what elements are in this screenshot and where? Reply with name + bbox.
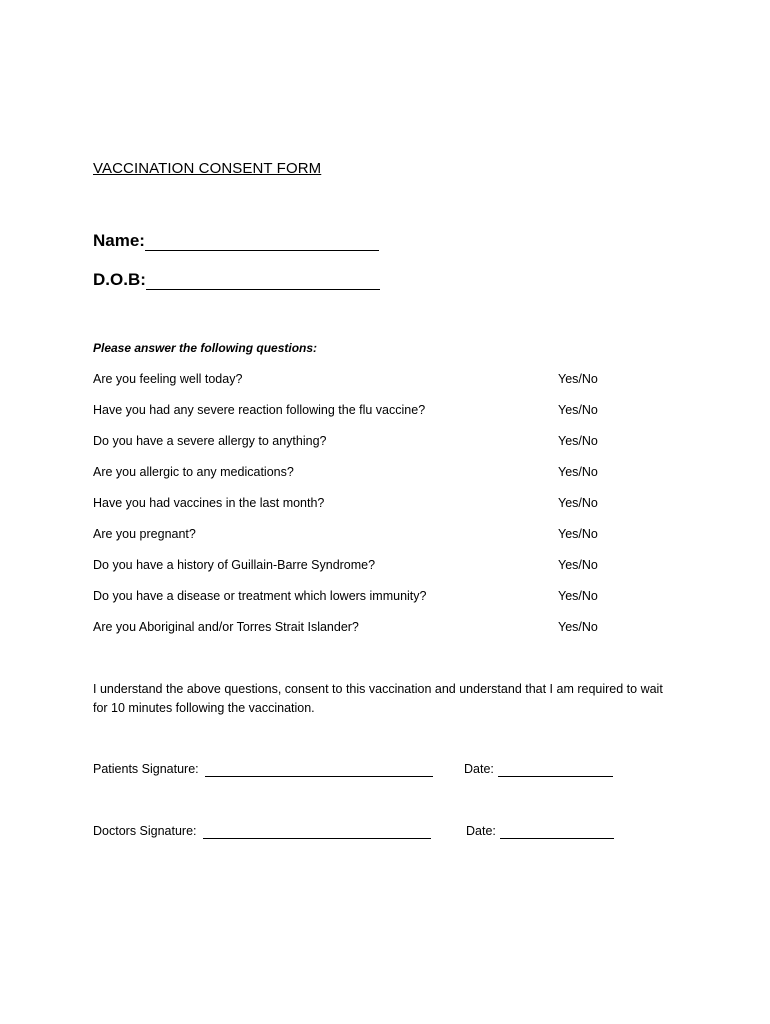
patient-signature-line xyxy=(205,776,433,777)
question-answer: Yes/No xyxy=(558,496,598,510)
question-answer: Yes/No xyxy=(558,589,598,603)
question-row xyxy=(93,620,613,634)
patient-date-line xyxy=(498,776,613,777)
patient-signature-label: Patients Signature: xyxy=(93,762,199,776)
name-label: Name: xyxy=(93,231,145,250)
patient-date-label: Date: xyxy=(464,762,494,776)
question-row xyxy=(93,465,613,479)
question-text: Are you allergic to any medications? xyxy=(93,465,294,479)
question-row xyxy=(93,558,613,572)
doctor-signature-label: Doctors Signature: xyxy=(93,824,197,838)
doctor-date-line xyxy=(500,838,614,839)
question-row xyxy=(93,496,613,510)
question-answer: Yes/No xyxy=(558,372,598,386)
question-text: Are you feeling well today? xyxy=(93,372,243,386)
question-text: Have you had any severe reaction following the flu vaccine? xyxy=(93,403,426,417)
question-answer: Yes/No xyxy=(558,434,598,448)
dob-label: D.O.B: xyxy=(93,270,146,289)
question-row xyxy=(93,434,613,448)
doctor-date-label: Date: xyxy=(466,824,496,838)
question-row xyxy=(93,403,613,417)
question-row xyxy=(93,372,613,386)
question-text: Have you had vaccines in the last month? xyxy=(93,496,325,510)
form-title: VACCINATION CONSENT FORM xyxy=(93,160,322,177)
question-answer: Yes/No xyxy=(558,527,598,541)
dob-field xyxy=(93,270,380,290)
question-text: Are you Aboriginal and/or Torres Strait Islander? xyxy=(93,620,359,634)
name-field xyxy=(93,231,379,251)
question-text: Do you have a disease or treatment which lowers immunity? xyxy=(93,589,427,603)
name-blank-line xyxy=(145,235,379,251)
instructions-text: Please answer the following questions: xyxy=(93,341,318,355)
question-answer: Yes/No xyxy=(558,620,598,634)
question-answer: Yes/No xyxy=(558,465,598,479)
question-text: Do you have a severe allergy to anything? xyxy=(93,434,327,448)
question-answer: Yes/No xyxy=(558,558,598,572)
dob-blank-line xyxy=(146,274,380,290)
question-row xyxy=(93,589,613,603)
question-text: Do you have a history of Guillain-Barre Syndrome? xyxy=(93,558,376,572)
question-text: Are you pregnant? xyxy=(93,527,196,541)
question-answer: Yes/No xyxy=(558,403,598,417)
question-row xyxy=(93,527,613,541)
consent-statement: I understand the above questions, consent to this vaccination and understand that I am required to wait for 10 minutes following the vaccination. xyxy=(93,682,663,715)
doctor-signature-line xyxy=(203,838,431,839)
